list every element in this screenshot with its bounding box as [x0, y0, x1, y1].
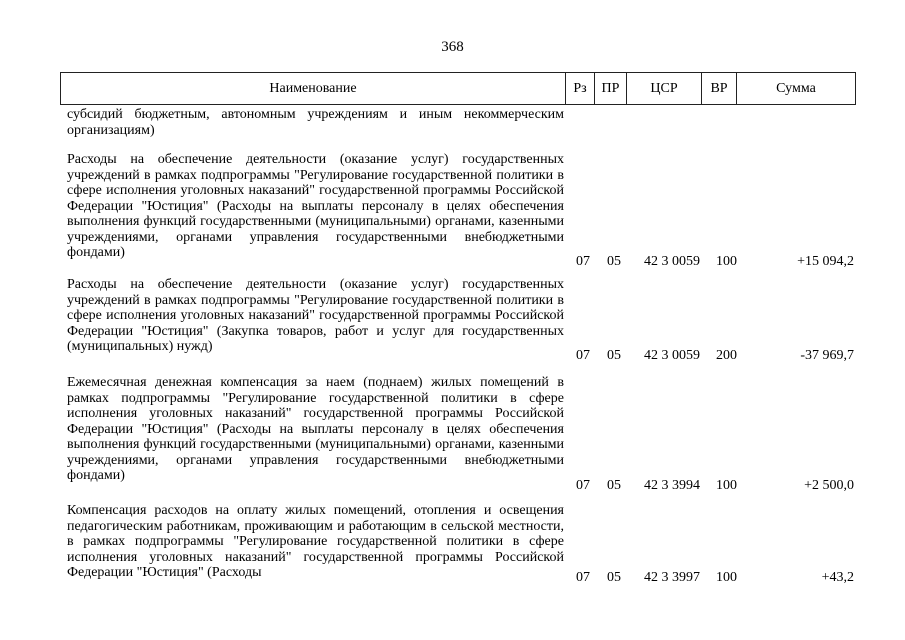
table-row: [67, 107, 857, 138]
page-number: 368: [441, 39, 464, 55]
row-rz: 07: [576, 347, 590, 363]
row-pr: 05: [607, 569, 621, 585]
row-pr: 05: [607, 253, 621, 269]
row-csr: 42 3 3994: [644, 477, 700, 493]
row-vr: 100: [716, 477, 737, 493]
row-vr: 200: [716, 347, 737, 363]
row-name: Расходы на обеспечение деятельности (оказание услуг) государственных учреждений в рамках подпрограммы "Регулирование государственной политики в сфере исполнения уголовных наказаний" государственной программы Российской Федерации "Юстиция" (Закупка товаров, работ и услуг для государственных (муниципальных) нужд): [67, 277, 564, 354]
row-name: Расходы на обеспечение деятельности (оказание услуг) государственных учреждений в рамках подпрограммы "Регулирование государственной политики в сфере исполнения уголовных наказаний" государственной программы Российской Федерации "Юстиция" (Расходы на выплаты персоналу в целях обеспечения выполнения функций государственными (муниципальными) органами, казенными учреждениями, органами управления государственными внебюджетными фондами): [67, 152, 564, 260]
row-sum: +15 094,2: [797, 253, 854, 269]
row-csr: 42 3 3997: [644, 569, 700, 585]
row-name: Компенсация расходов на оплату жилых помещений, отопления и освещения педагогическим работникам, проживающим и работающим в сельской местности, в рамках подпрограммы "Регулирование государственной политики в сфере исполнения уголовных наказаний" государственной программы Российской Федерации "Юстиция" (Расходы: [67, 503, 564, 580]
row-pr: 05: [607, 477, 621, 493]
row-sum: -37 969,7: [800, 347, 854, 363]
header-csr: ЦСР: [626, 73, 701, 104]
table-row: [67, 375, 857, 493]
header-vr: ВР: [701, 73, 736, 104]
row-vr: 100: [716, 253, 737, 269]
row-sum: +2 500,0: [804, 477, 854, 493]
header-sum: Сумма: [736, 73, 855, 104]
row-name: Ежемесячная денежная компенсация за наем (поднаем) жилых помещений в рамках подпрограммы "Регулирование государственной политики в сфере исполнения уголовных наказаний" государственной программы Российской Федерации "Юстиция" (Расходы на выплаты персоналу в целях обеспечения выполнения функций государственными (муниципальными) органами, казенными учреждениями, органами управления государственными внебюджетными фондами): [67, 375, 564, 483]
table-header: [60, 72, 856, 105]
table-row: [67, 503, 857, 589]
row-name: субсидий бюджетным, автономным учреждениям и иным некоммерческим организациям): [67, 107, 564, 138]
row-rz: 07: [576, 477, 590, 493]
row-vr: 100: [716, 569, 737, 585]
row-csr: 42 3 0059: [644, 347, 700, 363]
row-pr: 05: [607, 347, 621, 363]
header-pr: ПР: [594, 73, 626, 104]
header-name: Наименование: [269, 81, 357, 96]
row-rz: 07: [576, 253, 590, 269]
row-rz: 07: [576, 569, 590, 585]
table-row: [67, 277, 857, 363]
row-csr: 42 3 0059: [644, 253, 700, 269]
header-rz: Рз: [565, 73, 594, 104]
row-sum: +43,2: [821, 569, 854, 585]
table-row: [67, 152, 857, 269]
